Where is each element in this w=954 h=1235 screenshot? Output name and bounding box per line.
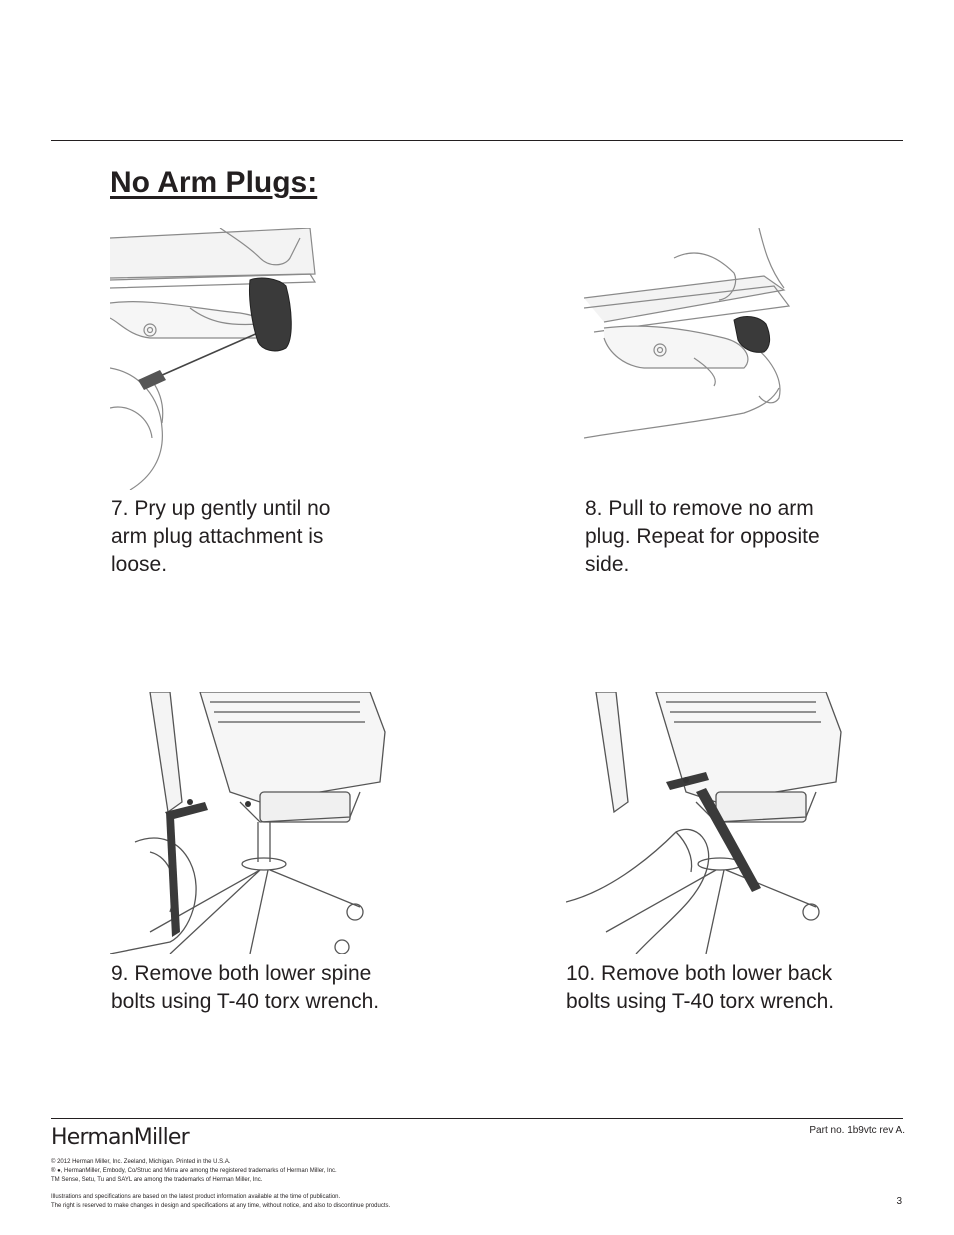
top-divider xyxy=(51,140,903,141)
pry-arm-plug-illustration xyxy=(110,228,370,490)
step-9-illustration xyxy=(110,692,390,954)
step-8-line-3: side. xyxy=(585,553,630,576)
step-8-line-1: 8. Pull to remove no arm xyxy=(585,497,814,520)
brand-logo: HermanMiller xyxy=(51,1125,189,1150)
step-7-illustration xyxy=(110,228,370,490)
bottom-divider xyxy=(51,1118,903,1119)
step-8-illustration xyxy=(584,228,846,490)
part-number: Part no. 1b9vtc rev A. xyxy=(809,1125,905,1136)
step-10-line-1: 10. Remove both lower back xyxy=(566,962,833,985)
trademarks-text: TM Sense, Setu, Tu and SAYL are among the trademarks of Herman Miller, Inc. xyxy=(51,1177,263,1183)
step-7-line-2: arm plug attachment is xyxy=(111,525,324,548)
back-bolts-wrench-illustration xyxy=(566,692,846,954)
step-10-caption xyxy=(566,960,856,1016)
step-7-line-1: 7. Pry up gently until no xyxy=(111,497,331,520)
step-7-line-3: loose. xyxy=(111,553,168,576)
copyright-text: © 2012 Herman Miller, Inc. Zeeland, Michigan. Printed in the U.S.A. xyxy=(51,1159,231,1165)
step-10-line-2: bolts using T-40 torx wrench. xyxy=(566,990,835,1013)
step-10-illustration xyxy=(566,692,846,954)
disclaimer-line-2: The right is reserved to make changes in design and specifications at any time, without notice, and also to discontinue products. xyxy=(51,1203,391,1209)
section-title: No Arm Plugs: xyxy=(110,166,318,199)
page-number: 3 xyxy=(896,1196,902,1207)
step-9-line-2: bolts using T-40 torx wrench. xyxy=(111,990,380,1013)
disclaimer-line-1: Illustrations and specifications are based on the latest product information available at the time of publication. xyxy=(51,1194,341,1200)
step-7-caption xyxy=(111,495,371,579)
step-8-line-2: plug. Repeat for opposite xyxy=(585,525,820,548)
spine-bolts-wrench-illustration xyxy=(110,692,390,954)
pull-arm-plug-illustration xyxy=(584,228,846,490)
step-8-caption xyxy=(585,495,845,579)
step-9-caption xyxy=(111,960,401,1016)
registered-trademarks-text: ® ●, HermanMiller, Embody, Co/Struc and Mirra are among the registered trademarks of Herman Miller, Inc. xyxy=(51,1168,337,1174)
step-9-line-1: 9. Remove both lower spine xyxy=(111,962,372,985)
